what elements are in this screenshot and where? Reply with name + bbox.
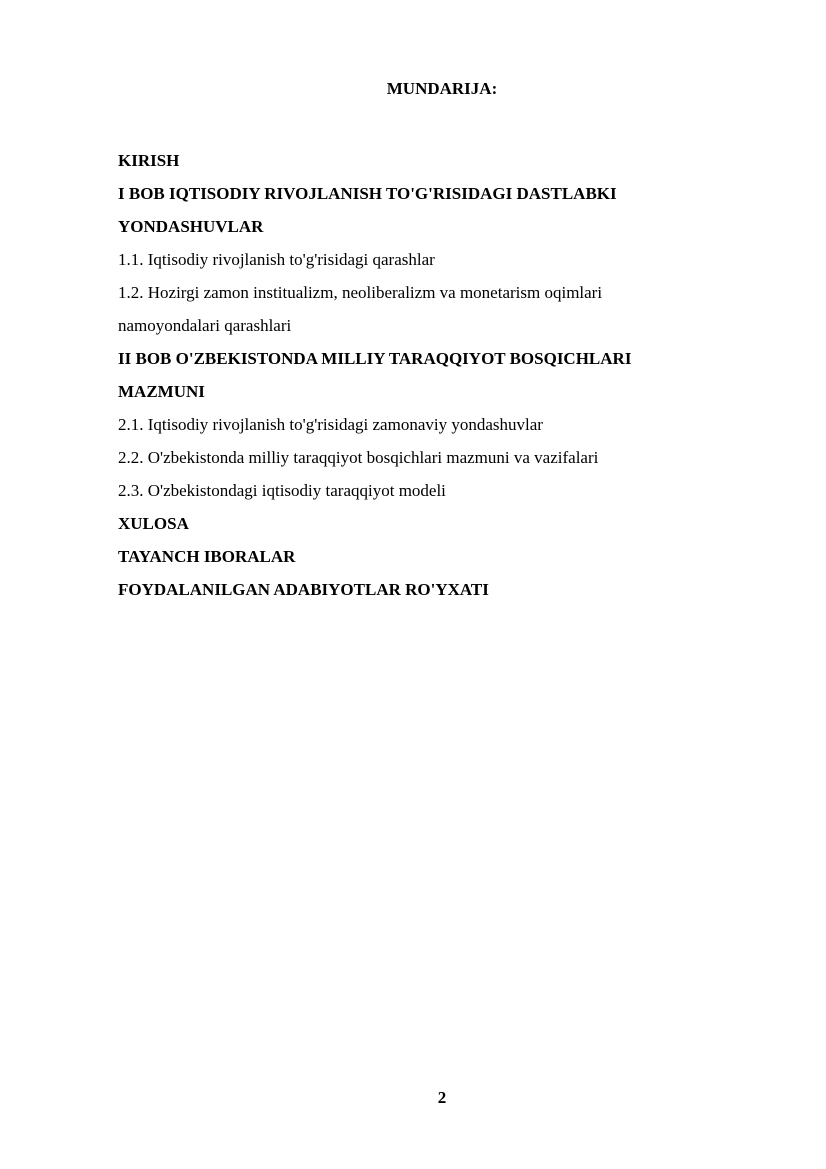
page-title: MUNDARIJA:: [386, 79, 498, 98]
toc-entry-chapter-2-title-line-2: MAZMUNI: [118, 382, 205, 401]
toc-entry-section-1-1: 1.1. Iqtisodiy rivojlanish to'g'risidagi qarashlar: [118, 250, 435, 269]
page-number: 2: [437, 1088, 447, 1107]
toc-entry-tayanch-iboralar: TAYANCH IBORALAR: [118, 547, 296, 566]
toc-entry-xulosa: XULOSA: [118, 514, 189, 533]
toc-entry-chapter-1-title-line-1: I BOB IQTISODIY RIVOJLANISH TO'G'RISIDAGI DASTLABKI: [118, 184, 617, 203]
toc-entry-section-2-1: 2.1. Iqtisodiy rivojlanish to'g'risidagi zamonaviy yondashuvlar: [118, 415, 543, 434]
toc-entry-section-1-2-line-1: 1.2. Hozirgi zamon institualizm, neoliberalizm va monetarism oqimlari: [118, 283, 603, 302]
toc-entry-section-2-2: 2.2. O'zbekistonda milliy taraqqiyot bosqichlari mazmuni va vazifalari: [118, 448, 599, 467]
table-of-contents: [118, 144, 738, 606]
toc-entry-kirish: KIRISH: [118, 151, 180, 170]
toc-entry-adabiyotlar: FOYDALANILGAN ADABIYOTLAR RO'YXATI: [118, 580, 489, 599]
toc-entry-section-1-2-line-2: namoyondalari qarashlari: [118, 316, 292, 335]
toc-entry-chapter-1-title-line-2: YONDASHUVLAR: [118, 217, 264, 236]
toc-entry-chapter-2-title-line-1: II BOB O'ZBEKISTONDA MILLIY TARAQQIYOT BOSQICHLARI: [118, 349, 632, 368]
toc-entry-section-2-3: 2.3. O'zbekistondagi iqtisodiy taraqqiyot modeli: [118, 481, 446, 500]
